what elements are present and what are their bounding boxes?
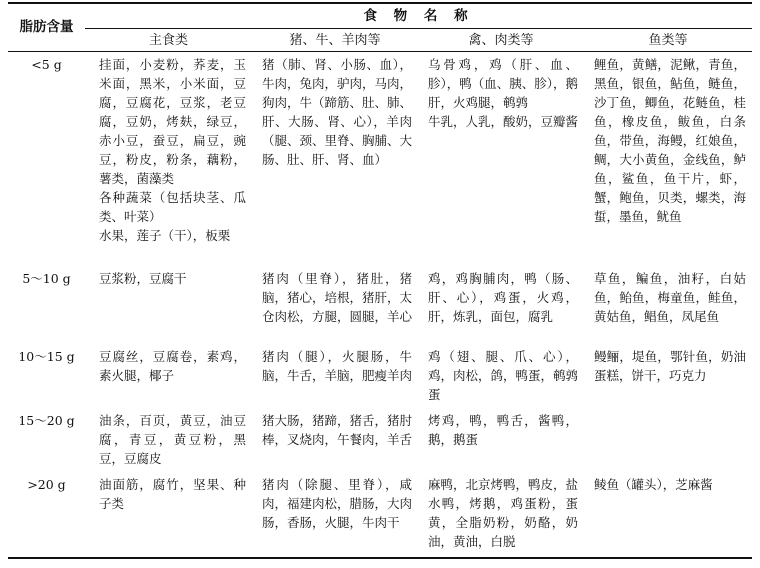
poultry-cell (418, 52, 584, 266)
meat-text: 猪肉（腿），火腿肠，牛脑，牛舌，羊脑，肥瘦羊肉 (262, 348, 413, 383)
table-header (8, 3, 752, 52)
fish-cell (584, 472, 752, 558)
poultry-cell (418, 266, 584, 344)
fat-range: 15～20 g (18, 412, 75, 428)
table-row (8, 266, 752, 344)
meat-text: 猪肉（里脊），猪肚，猪脑，猪心，培根，猪肝，太仓肉松，方腿，圆腿，羊心 (262, 270, 413, 324)
fat-range: >20 g (8, 472, 85, 558)
meat-cell (252, 408, 418, 472)
table-row (8, 344, 752, 408)
header-fish: 鱼类等 (584, 29, 752, 52)
fish-cell (584, 344, 752, 408)
header-meat: 猪、牛、羊肉等 (252, 29, 418, 52)
table-body (8, 52, 752, 558)
staple-text: 豆腐丝，豆腐卷，素鸡，素火腿，椰子 (99, 348, 246, 383)
poultry-text: 鸡，鸡胸脯肉，鸭（肠、肝、心），鸡蛋，火鸡，肝，炼乳，面包，腐乳 (428, 270, 578, 324)
table-row (8, 472, 752, 558)
fish-cell (584, 266, 752, 344)
table-row (8, 52, 752, 266)
fish-text: 草鱼，鳊鱼，油籽，白姑鱼，鲐鱼，梅童鱼，鲑鱼，黄姑鱼，鲳鱼，凤尾鱼 (594, 270, 747, 324)
meat-cell (252, 52, 418, 266)
staple-cell (85, 408, 252, 472)
staple-text: 油面筋，腐竹，坚果、种子类 (99, 476, 246, 511)
staple-cell (85, 266, 252, 344)
fat-range: 5～10 g (22, 270, 71, 286)
meat-text: 猪肉（除腿、里脊），咸肉，福建肉松，腊肠，大肉肠，香肠，火腿，牛肉干 (262, 476, 413, 530)
fish-text: 鲤鱼，黄鳝，泥鳅，青鱼，黑鱼，银鱼，鲇鱼，鲢鱼，沙丁鱼，鲫鱼，花鲢鱼，桂鱼，橡皮鱼，鲅鱼，白条鱼，带鱼，海鳗，红娘鱼，鲷，大小黄鱼，金线鱼，鲈鱼，鲨鱼，鱼干片，虾，蟹，鲍鱼，贝类，螺类，海蜇，墨鱼，鱿鱼 (594, 57, 747, 224)
poultry-text: 乌骨鸡，鸡（肝、血、胗），鸭（血、胰、胗），鹅肝，火鸡腿，鹌鹑 (428, 57, 579, 110)
staple-cell (85, 344, 252, 408)
meat-cell (252, 266, 418, 344)
staple-extra-vegetables: 各种蔬菜（包括块茎、瓜类、叶菜） (99, 190, 246, 224)
poultry-extra-text: 牛乳，人乳，酸奶，豆瓣酱 (428, 114, 579, 129)
staple-text: 挂面，小麦粉，荞麦，玉米面，黑米，小米面，豆腐，豆腐花，豆浆，老豆腐，豆奶，烤麸，绿豆，赤小豆，蚕豆，扁豆，豌豆，粉皮，粉条，藕粉，薯类，菌藻类 (99, 57, 246, 186)
staple-cell (85, 52, 252, 266)
staple-text: 豆浆粉，豆腐干 (99, 270, 187, 286)
fat-content-food-table (8, 2, 752, 559)
fish-text: 鲮鱼（罐头），芝麻酱 (594, 476, 713, 492)
poultry-text: 鸡（翅、腿、爪、心），鸡，肉松，鸽，鸭蛋，鹌鹑蛋 (428, 348, 579, 402)
meat-text: 猪大肠，猪蹄，猪舌，猪肘棒，叉烧肉，午餐肉，羊舌 (262, 412, 413, 447)
header-food-name: 食 物 名 称 (85, 3, 752, 29)
staple-cell (85, 472, 252, 558)
poultry-cell (418, 408, 584, 472)
staple-text: 油条，百页，黄豆，油豆腐，青豆，黄豆粉，黑豆，豆腐皮 (99, 412, 246, 466)
fish-cell (584, 408, 752, 472)
meat-cell (252, 344, 418, 408)
fish-text: 鳗鲡，堤鱼，鄂针鱼，奶油蛋糕，饼干，巧克力 (594, 348, 747, 383)
meat-cell (252, 472, 418, 558)
meat-text: 猪（肺、肾、小肠、血），牛肉，兔肉，驴肉，马肉，狗肉，牛（蹄筋、肚、肺、肝、大肠、肾、心），羊肉（腿、颈、里脊、胸脯、大肠、肚、肝、肾、血） (262, 57, 413, 167)
header-poultry: 禽、肉类等 (418, 29, 584, 52)
fish-cell (584, 52, 752, 266)
header-staple: 主食类 (85, 29, 252, 52)
fat-range: 10～15 g (18, 348, 75, 364)
staple-extra-fruit: 水果，莲子（干），板栗 (99, 228, 231, 243)
poultry-text: 烤鸡，鸭，鸭舌，酱鸭，鹅，鹅蛋 (428, 412, 578, 447)
header-fat-content: 脂肪含量 (8, 3, 85, 52)
poultry-cell (418, 472, 584, 558)
fat-range: <5 g (31, 57, 62, 72)
poultry-text: 麻鸭，北京烤鸭，鸭皮，盐水鸭，烤鹅，鸡蛋粉，蛋黄，全脂奶粉，奶酪，奶油，黄油，白脱 (428, 476, 579, 549)
table-row (8, 408, 752, 472)
poultry-cell (418, 344, 584, 408)
